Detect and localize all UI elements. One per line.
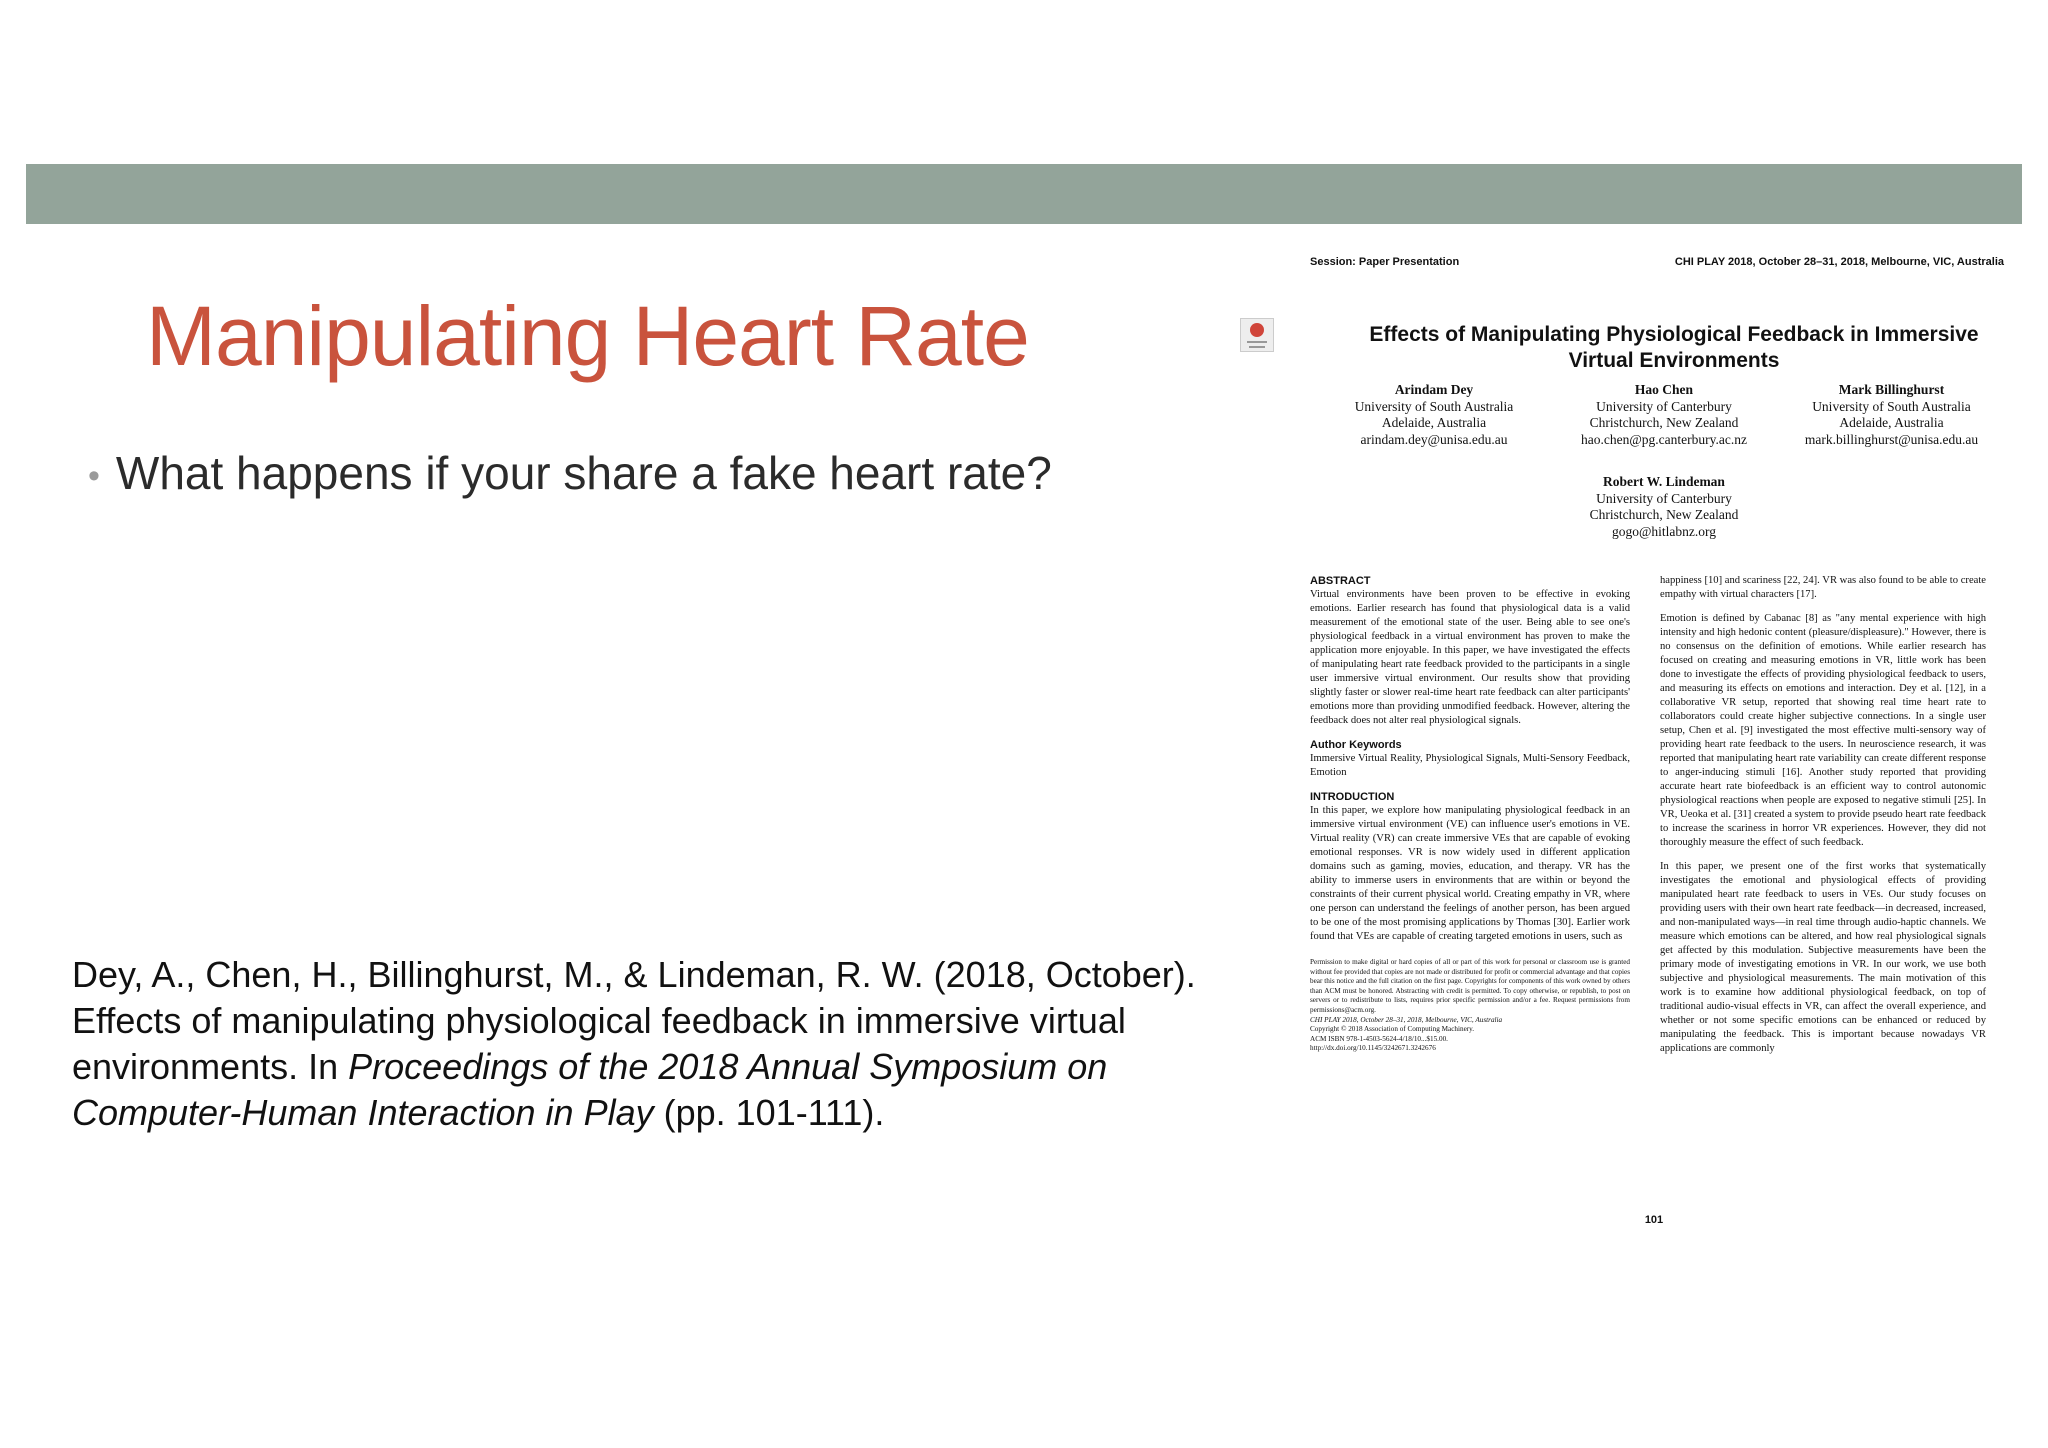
permission-notice	[1310, 958, 1630, 1054]
author-affiliation: University of South Australia	[1812, 398, 1971, 414]
paper-title: Effects of Manipulating Physiological Feedback in Immersive Virtual Environments	[1369, 323, 1979, 372]
introduction-heading: INTRODUCTION	[1310, 791, 1395, 803]
author-location: Adelaide, Australia	[1381, 415, 1487, 430]
citation	[72, 952, 1262, 1136]
author-location: Christchurch, New Zealand	[1589, 415, 1739, 430]
paper-left-column	[1310, 574, 1630, 1054]
abstract-text: Virtual environments have been proven to be effective in evoking emotions. Earlier research has found that physiological data is a valid measurement of the emotional state of the user. Being able to see one's physiological feedback in a virtual environment has proven to make the application more enjoyable. In this paper, we have investigated the effects of manipulating heart rate feedback provided to the participants in a single user immersive virtual environment. Our results show that providing slightly faster or slower real-time heart rate feedback can alter participants' emotions more than providing unmodified feedback. However, altering the feedback does not alter real physiological signals.	[1310, 589, 1630, 726]
author-location: Adelaide, Australia	[1839, 415, 1944, 430]
permission-text: Permission to make digital or hard copies of all or part of this work for personal or classroom use is granted without fee provided that copies are not made or distributed for profit or commercial advantage and that copies bear this notice and the full citation on the first page. Copyrights for components of this work owned by others than ACM must be honored. Abstracting with credit is permitted. To copy otherwise, or republish, to post on servers or to redistribute to lists, requires prior specific permission and/or a fee. Request permissions from permissions@acm.org.	[1310, 958, 1630, 1014]
citation-venue: Proceedings of the 2018 Annual Symposium on Computer-Human Interaction in Play	[72, 1046, 1108, 1133]
author-name: Hao Chen	[1634, 382, 1694, 397]
author-name: Mark Billinghurst	[1838, 382, 1945, 397]
author-email: mark.billinghurst@unisa.edu.au	[1804, 431, 1979, 447]
author-email: arindam.dey@unisa.edu.au	[1360, 431, 1508, 447]
paper-first-page	[1304, 252, 2004, 1232]
author-email: gogo@hitlabnz.org	[1611, 523, 1717, 539]
keywords-text: Immersive Virtual Reality, Physiological Signals, Multi-Sensory Feedback, Emotion	[1310, 753, 1630, 778]
isbn-line: ACM ISBN 978-1-4503-5624-4/18/10...$15.00.	[1310, 1034, 1448, 1043]
slide-title: Manipulating Heart Rate	[146, 289, 1029, 383]
author-block	[1779, 382, 2004, 448]
abstract-heading: ABSTRACT	[1310, 575, 1371, 587]
introduction-text: In this paper, we explore how manipulating physiological feedback in an immersive virtual environment (VE) can influence user's emotions in VE. Virtual reality (VR) can create immersive VEs that are capable of evoking emotional responses. VR is now widely used in different application domains such as gaming, movies, education, and therapy. VR has the ability to immerse users in environments that are within or beyond the constraints of their current physical world. Creating empathy in VR, where one person can understand the feelings of another person, has been argued to be one of the most promising applications by Thomas [30]. Earlier work found that VEs are capable of creating targeted emotions in users, such as	[1310, 805, 1630, 942]
paper-conference: CHI PLAY 2018, October 28–31, 2018, Melbourne, VIC, Australia	[1674, 256, 2004, 268]
check-for-updates-icon	[1240, 318, 1274, 352]
bullet-text: What happens if your share a fake heart rate?	[115, 447, 1052, 499]
author-affiliation: University of Canterbury	[1596, 490, 1732, 506]
copyright-line: Copyright © 2018 Association of Computing Machinery.	[1310, 1025, 1475, 1034]
page-number: 101	[1644, 1214, 1664, 1226]
conference-line: CHI PLAY 2018, October 28–31, 2018, Melbourne, VIC, Australia	[1310, 1015, 1503, 1024]
doi-line: http://dx.doi.org/10.1145/3242671.3242676	[1310, 1044, 1436, 1053]
header-band	[26, 164, 2022, 224]
citation-pages: (pp. 101-111).	[653, 1092, 885, 1133]
author-affiliation: University of South Australia	[1354, 398, 1514, 414]
author-block	[1554, 382, 1774, 448]
right-paragraph-1: happiness [10] and scariness [22, 24]. VR was also found to be able to create empathy with virtual characters [17].	[1660, 575, 1986, 600]
author-location: Christchurch, New Zealand	[1589, 507, 1739, 522]
citation-authors: Dey, A., Chen, H., Billinghurst, M., & Lindeman, R. W. (2018, October). Effects of manipulating physiological feedback in immersive virtual environments. In	[72, 954, 1196, 1087]
paper-right-column	[1660, 574, 1986, 1066]
author-name: Robert W. Lindeman	[1603, 474, 1725, 489]
author-block	[1324, 382, 1544, 448]
bullet-dot-icon: •	[88, 457, 100, 496]
right-paragraph-2: Emotion is defined by Cabanac [8] as "any mental experience with high intensity and high hedonic content (pleasure/displeasure)." However, there is no consensus on the definition of emotions. While earlier research has focused on creating and measuring emotions in VR, little work has been done to investigate the effects of providing physiological feedback to users, and measuring its effects on emotions and interaction. Dey et al. [12], in a collaborative VR setup, reported that showing real time heart rate to collaborators could create higher subjective connections. In a single user setup, Chen et al. [9] investigated the most effective multi-sensory way of providing heart rate feedback to the users. In neuroscience research, it was reported that manipulating heart rate variability can create different response to anger-inducing stimuli [16]. Another study reported that providing accurate heart rate biofeedback is an efficient way to control autonomic physiological reactions when people are exposed to negative stimuli [25]. In VR, Ueoka et al. [31] created a system to provide pseudo heart rate feedback to increase the scariness in horror VR experiences. However, they did not thoroughly measure the effect of such feedback.	[1660, 613, 1986, 848]
paper-session: Session: Paper Presentation	[1310, 256, 1460, 268]
author-name: Arindam Dey	[1394, 382, 1474, 397]
author-block	[1554, 474, 1774, 540]
paper-running-header	[1310, 256, 2004, 270]
author-affiliation: University of Canterbury	[1596, 398, 1732, 414]
bullet-point	[88, 446, 1052, 500]
keywords-heading: Author Keywords	[1310, 739, 1402, 751]
right-paragraph-3: In this paper, we present one of the first works that systematically investigates the emotional and physiological effects of providing manipulated heart rate feedback to users in VEs. Our study focuses on providing users with their own heart rate feedback—in decreased, increased, and non-manipulated ways—in real time through audio-haptic channels. We measure which emotions can be altered, and how real physiological signals get affected by this modulation. Subjective measurements have been the primary mode of investigating emotions in VR. In our work, we use both subjective and physiological measurements. The main motivation of this work is to examine how additional physiological feedback, on top of traditional audio-visual effects in VR, can affect the overall experience, and whether or not some specific emotions can be enhanced or reduced by manipulating the feedback. This is important because nowadays VR applications are commonly	[1660, 861, 1986, 1054]
author-email: hao.chen@pg.canterbury.ac.nz	[1581, 431, 1747, 447]
